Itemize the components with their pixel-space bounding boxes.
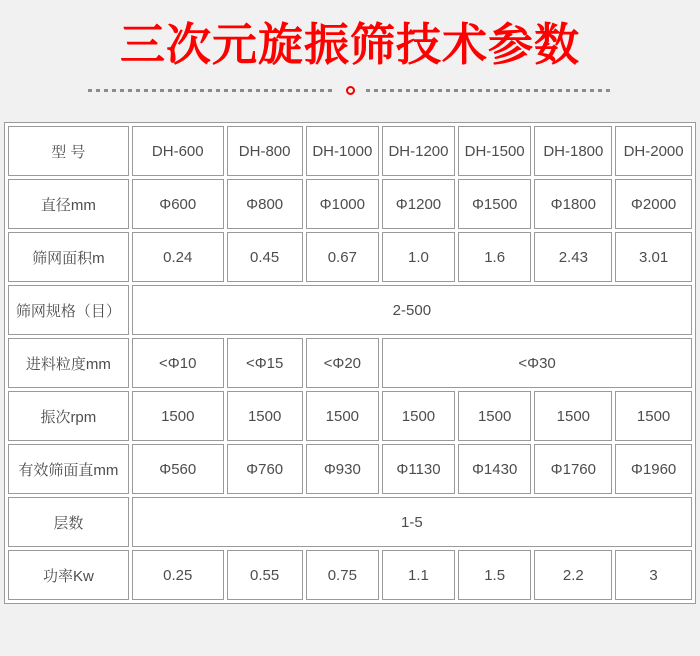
value-cell: Φ1800 [534, 179, 612, 229]
value-cell: Φ1000 [306, 179, 380, 229]
value-cell: DH-800 [227, 126, 303, 176]
value-cell: DH-600 [132, 126, 224, 176]
value-cell: Φ1960 [615, 444, 692, 494]
value-cell: DH-2000 [615, 126, 692, 176]
table-row [8, 497, 692, 547]
value-cell: 1.0 [382, 232, 455, 282]
merged-value-cell: 2-500 [132, 285, 692, 335]
value-cell: DH-1200 [382, 126, 455, 176]
value-cell: DH-1800 [534, 126, 612, 176]
value-cell: 1500 [615, 391, 692, 441]
value-cell: 0.67 [306, 232, 380, 282]
value-cell: 0.45 [227, 232, 303, 282]
value-cell: Φ1760 [534, 444, 612, 494]
value-cell: 1500 [227, 391, 303, 441]
value-cell: Φ600 [132, 179, 224, 229]
param-label: 振次rpm [8, 391, 129, 441]
value-cell: Φ1500 [458, 179, 532, 229]
table-row [8, 391, 692, 441]
table-row [8, 232, 692, 282]
value-cell: 1500 [132, 391, 224, 441]
value-cell: Φ560 [132, 444, 224, 494]
value-cell: 0.75 [306, 550, 380, 600]
value-cell: 1.6 [458, 232, 532, 282]
value-cell: 0.55 [227, 550, 303, 600]
value-cell: 3 [615, 550, 692, 600]
value-cell: Φ1130 [382, 444, 455, 494]
table-row [8, 550, 692, 600]
value-cell: 1500 [306, 391, 380, 441]
param-label: 层数 [8, 497, 129, 547]
value-cell: 1500 [534, 391, 612, 441]
table-row [8, 338, 692, 388]
value-cell: 1500 [458, 391, 532, 441]
value-cell: 1.1 [382, 550, 455, 600]
divider-dash-right [366, 89, 613, 92]
value-cell: Φ930 [306, 444, 380, 494]
value-cell: Φ2000 [615, 179, 692, 229]
value-cell: Φ1430 [458, 444, 532, 494]
value-cell: 2.43 [534, 232, 612, 282]
merged-value-cell: <Φ30 [382, 338, 692, 388]
value-cell: 0.25 [132, 550, 224, 600]
param-label: 功率Kw [8, 550, 129, 600]
table-row [8, 126, 692, 176]
value-cell: <Φ10 [132, 338, 224, 388]
param-label: 型 号 [8, 126, 129, 176]
spec-table [4, 122, 696, 604]
table-row [8, 285, 692, 335]
param-label: 进料粒度mm [8, 338, 129, 388]
param-label: 有效筛面直mm [8, 444, 129, 494]
param-label: 筛网规格（目） [8, 285, 129, 335]
value-cell: DH-1500 [458, 126, 532, 176]
merged-value-cell: 1-5 [132, 497, 692, 547]
value-cell: Φ760 [227, 444, 303, 494]
value-cell: 1500 [382, 391, 455, 441]
value-cell: Φ1200 [382, 179, 455, 229]
value-cell: 0.24 [132, 232, 224, 282]
table-row [8, 444, 692, 494]
value-cell: <Φ15 [227, 338, 303, 388]
value-cell: DH-1000 [306, 126, 380, 176]
value-cell: <Φ20 [306, 338, 380, 388]
divider-dash-left [88, 89, 335, 92]
title-divider [88, 84, 612, 96]
value-cell: 1.5 [458, 550, 532, 600]
param-label: 筛网面积m [8, 232, 129, 282]
value-cell: 3.01 [615, 232, 692, 282]
param-label: 直径mm [8, 179, 129, 229]
page-title: 三次元旋振筛技术参数 [119, 19, 580, 70]
value-cell: Φ800 [227, 179, 303, 229]
value-cell: 2.2 [534, 550, 612, 600]
red-circle-icon [346, 86, 355, 95]
table-row [8, 179, 692, 229]
